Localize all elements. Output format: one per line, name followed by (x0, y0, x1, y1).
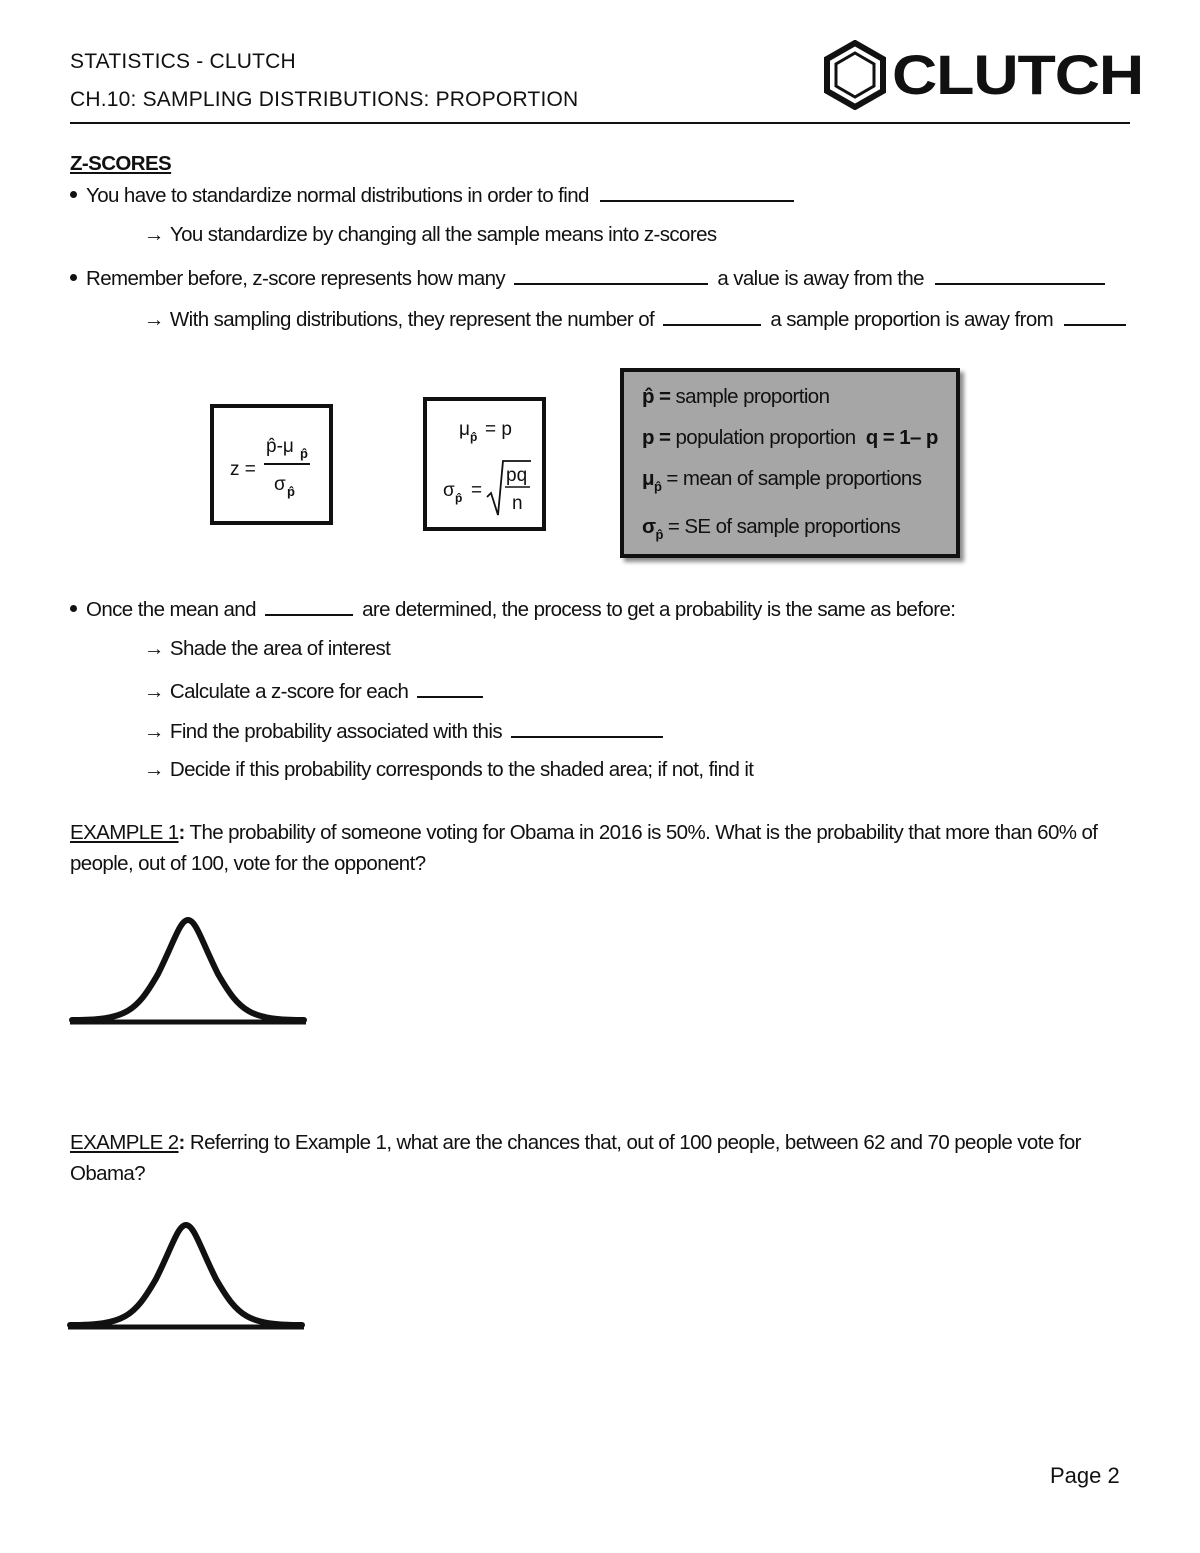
normal-curve-example-2 (64, 1217, 308, 1333)
clutch-logo (822, 40, 1144, 110)
example-2-label: EXAMPLE 2 (70, 1131, 179, 1154)
zscore-formula-box (210, 404, 333, 525)
header-chapter-title: CH.10: SAMPLING DISTRIBUTIONS: PROPORTION (70, 88, 579, 111)
normal-curve-example-1 (66, 912, 310, 1028)
sub-point-text-cont: a sample proportion is away from (770, 308, 1054, 331)
bullet-icon (70, 605, 77, 612)
example-2: EXAMPLE 2: Referring to Example 1, what are the chances that, out of 100 people, between 62 and 70 people vote for Obama? (70, 1131, 1081, 1185)
definition-p: p = population proportion q = 1– p (642, 426, 938, 449)
mean-se-formula (427, 401, 542, 527)
page-number: Page 2 (1050, 1463, 1120, 1488)
fill-in-blank[interactable] (1064, 308, 1126, 326)
se-subscript: p̂ (455, 491, 463, 505)
bullet-standardize (70, 184, 794, 207)
mean-equals-p: = p (485, 419, 512, 440)
bullet-text: You have to standardize normal distributions in order to find (86, 184, 589, 207)
sub-point-text: With sampling distributions, they represent the number of (169, 308, 655, 331)
step-text: Calculate a z-score for each (169, 680, 409, 703)
se-equals: = (471, 480, 483, 501)
mean-subscript: p̂ (470, 430, 478, 444)
arrow-right-icon: → (144, 680, 164, 703)
zscore-lhs: z = (230, 459, 256, 480)
example-1-text: The probability of someone voting for Obama in 2016 is 50%. What is the probability that more than 60% of people, out of 100, vote for the opponent? (70, 821, 1098, 875)
zscore-denominator: σ (274, 474, 286, 495)
definition-p-hat: p̂ = sample proportion (642, 385, 830, 408)
arrow-right-icon: → (144, 758, 164, 781)
bullet-text-cont: a value is away from the (717, 267, 924, 290)
fill-in-blank[interactable] (511, 720, 663, 738)
fill-in-blank[interactable] (935, 267, 1105, 285)
zscore-numerator-subscript: p̂ (300, 446, 308, 461)
sub-point-sampling (144, 308, 1126, 331)
definition-sigma-p-hat: $\sigma_{p̂}$ = SE of sample proportions (642, 515, 901, 542)
step-shade (144, 639, 390, 660)
bullet-icon (70, 191, 77, 198)
arrow-right-icon: → (144, 308, 164, 331)
hexagon-logo-icon (822, 40, 888, 110)
fill-in-blank[interactable] (417, 680, 483, 698)
bullet-zscore-meaning (70, 267, 1105, 290)
step-text: Find the probability associated with this (169, 720, 502, 743)
fill-in-blank[interactable] (663, 308, 761, 326)
arrow-right-icon: → (144, 223, 164, 246)
logo-wordmark: CLUTCH (892, 43, 1144, 106)
sqrt-denominator: n (512, 493, 523, 514)
mean-symbol: μ (459, 419, 470, 440)
example-1-label: EXAMPLE 1 (70, 821, 179, 844)
step-probability (144, 720, 663, 743)
section-title: Z-SCORES (70, 152, 172, 175)
zscore-formula (214, 408, 329, 521)
step-decide (144, 760, 753, 781)
header-divider (70, 122, 1130, 124)
zscore-numerator: p̂-μ (266, 436, 294, 457)
definitions-box (620, 368, 960, 558)
header-course-title: STATISTICS - CLUTCH (70, 50, 296, 73)
zscore-denominator-subscript: p̂ (287, 484, 295, 499)
bullet-process (70, 598, 955, 621)
definition-mu-p-hat: $\mu_{p̂}$ = mean of sample proportions (642, 467, 922, 494)
example-2-text: Referring to Example 1, what are the chances that, out of 100 people, between 62 and 70 people vote for Obama? (70, 1131, 1081, 1185)
mean-se-formula-box (423, 397, 546, 531)
step-text: Shade the area of interest (169, 637, 391, 660)
bullet-icon (70, 274, 77, 281)
fill-in-blank[interactable] (514, 267, 708, 285)
step-zscore (144, 680, 483, 703)
example-1: EXAMPLE 1: The probability of someone voting for Obama in 2016 is 50%. What is the probability that more than 60% of people, out of 100, vote for the opponent? (70, 821, 1098, 875)
bullet-text: Once the mean and (86, 598, 256, 621)
bullet-text-cont: are determined, the process to get a probability is the same as before: (362, 598, 956, 621)
sqrt-numerator: pq (506, 465, 528, 486)
se-symbol: σ (443, 480, 455, 501)
bullet-text: Remember before, z-score represents how many (86, 267, 506, 290)
sub-point-text: You standardize by changing all the sample means into z-scores (169, 223, 717, 246)
arrow-right-icon: → (144, 637, 164, 660)
step-text: Decide if this probability corresponds to the shaded area; if not, find it (169, 758, 754, 781)
fill-in-blank[interactable] (265, 598, 353, 616)
fill-in-blank[interactable] (600, 184, 794, 202)
arrow-right-icon: → (144, 720, 164, 743)
sub-point-standardize (144, 225, 717, 246)
